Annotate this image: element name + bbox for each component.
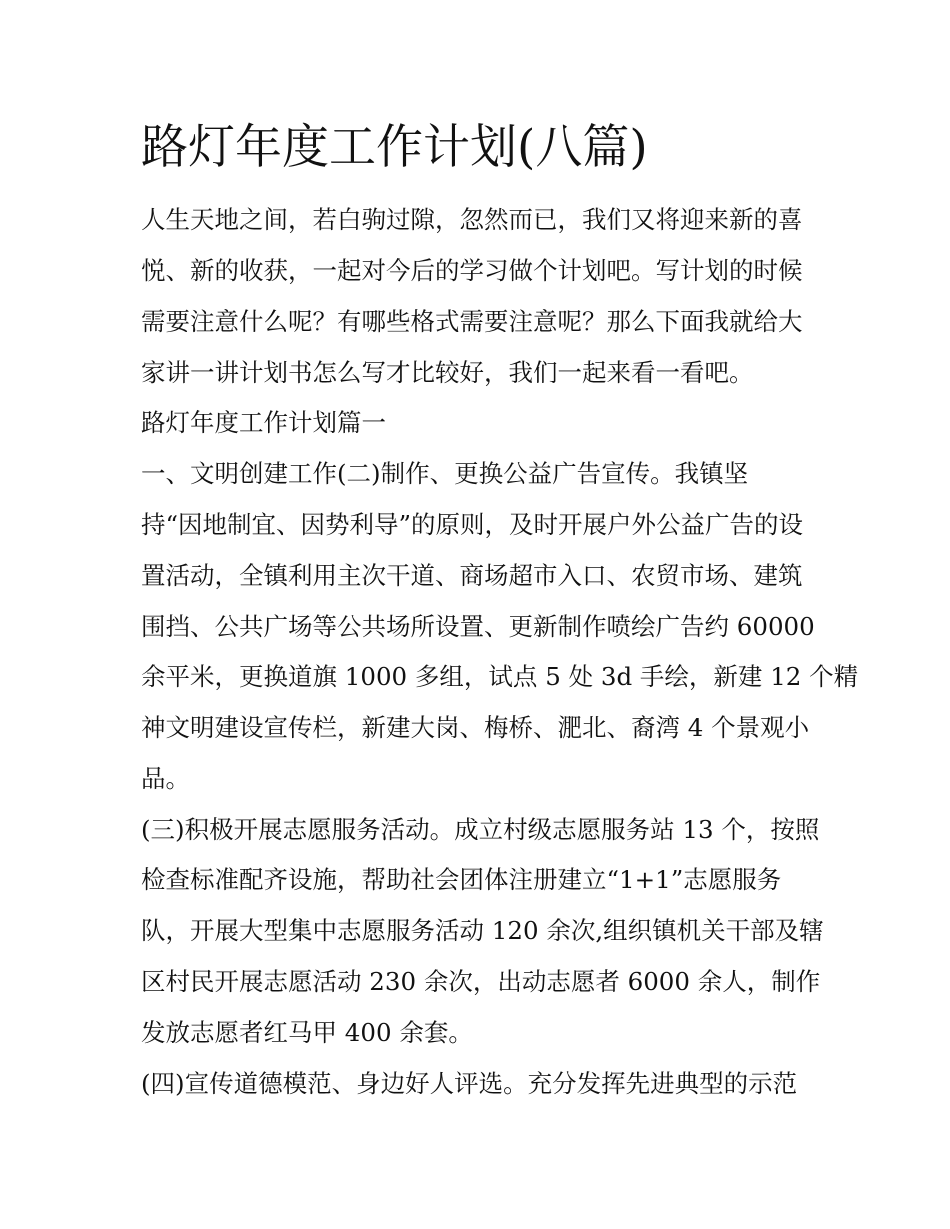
body-line: 置活动，全镇利用主次干道、商场超市入口、农贸市场、建筑 <box>141 561 803 590</box>
body-line: 发放志愿者红马甲 400 余套。 <box>141 1018 473 1047</box>
body-line: 队，开展大型集中志愿服务活动 120 余次,组织镇机关干部及辖 <box>141 916 824 945</box>
body-line: 持“因地制宜、因势利导”的原则，及时开展户外公益广告的设 <box>141 510 804 539</box>
body-line: 区村民开展志愿活动 230 余次，出动志愿者 6000 余人，制作 <box>141 967 821 996</box>
body-line: 余平米，更换道旗 1000 多组，试点 5 处 3d 手绘，新建 12 个精 <box>141 662 859 691</box>
body-line: 神文明建设宣传栏，新建大岗、梅桥、淝北、裔湾 4 个景观小 <box>141 713 810 742</box>
body-line: 人生天地之间，若白驹过隙，忽然而已，我们又将迎来新的喜 <box>141 205 803 234</box>
document-title: 路灯年度工作计划(八篇) <box>141 120 648 175</box>
body-line: 品。 <box>141 764 190 793</box>
body-line: (四)宣传道德模范、身边好人评选。充分发挥先进典型的示范 <box>141 1069 798 1098</box>
body-line: (三)积极开展志愿服务活动。成立村级志愿服务站 13 个，按照 <box>141 815 820 844</box>
body-line: 围挡、公共广场等公共场所设置、更新制作喷绘广告约 60000 <box>141 612 815 641</box>
body-line: 一、文明创建工作(二)制作、更换公益广告宣传。我镇坚 <box>141 459 749 488</box>
body-line: 悦、新的收获，一起对今后的学习做个计划吧。写计划的时候 <box>141 256 803 285</box>
body-line: 家讲一讲计划书怎么写才比较好，我们一起来看一看吧。 <box>141 358 754 387</box>
body-line: 需要注意什么呢？有哪些格式需要注意呢？那么下面我就给大 <box>141 307 803 336</box>
section-heading: 路灯年度工作计划篇一 <box>141 408 386 437</box>
body-line: 检查标准配齐设施，帮助社会团体注册建立“1+1”志愿服务 <box>141 865 782 894</box>
